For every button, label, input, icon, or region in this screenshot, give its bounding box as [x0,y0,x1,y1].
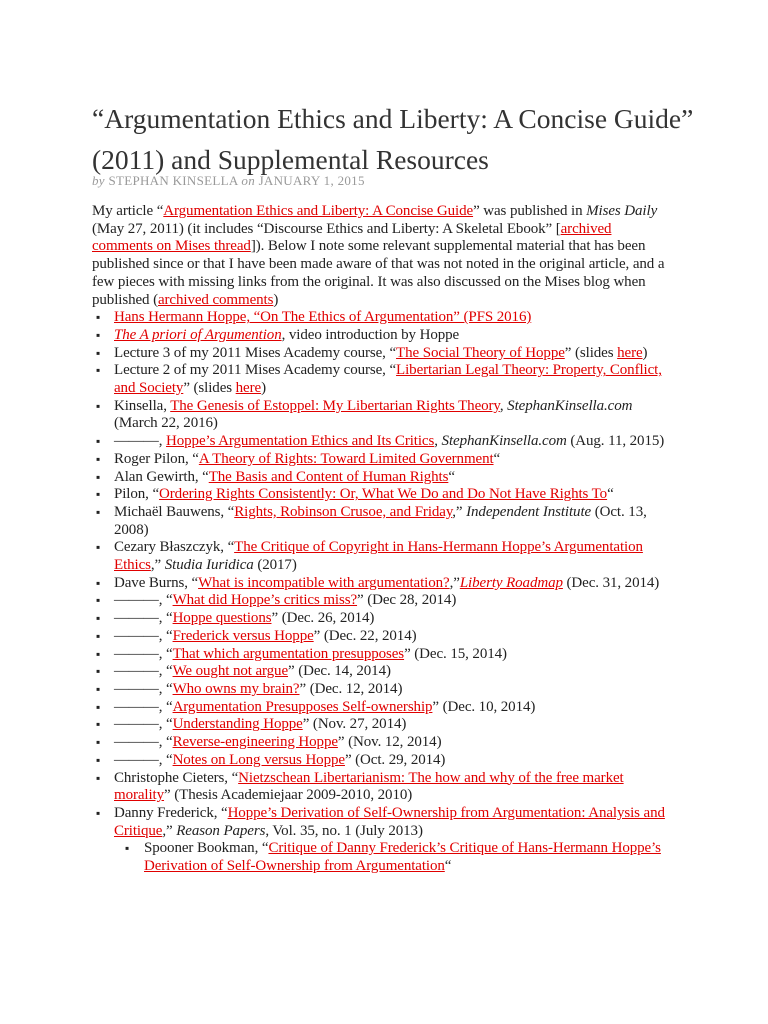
item-text: ” (Nov. 12, 2014) [337,734,442,751]
list-item [92,504,672,539]
list-item [92,592,672,610]
item-text: Lecture 2 of my 2011 Mises Academy course, “ [114,362,397,379]
list-item [92,486,672,504]
item-text: Dave Burns, “ [114,574,199,591]
item-text: ” (Oct. 29, 2014) [344,751,446,768]
item-link[interactable]: Notes on Long versus Hoppe [172,751,345,768]
list-item [92,398,672,433]
item-link[interactable]: Hoppe questions [172,610,272,627]
list-item [92,805,672,840]
item-text: ———, “ [114,680,173,697]
intro-text: (May 27, 2011) (it includes “Discourse Ethics and Liberty: A Skeletal Ebook” [ [92,220,561,237]
item-text: ———, “ [114,751,173,768]
article-body [92,203,672,876]
liberty-roadmap-link[interactable]: Liberty Roadmap [459,574,563,591]
list-item [92,663,672,681]
item-link[interactable]: Hans Hermann Hoppe, “On The Ethics of Argumentation” (PFS 2016) [114,309,532,326]
item-link[interactable]: The Genesis of Estoppel: My Libertarian Rights Theory [170,397,500,414]
item-text: ———, “ [114,610,173,627]
item-text: ” (Dec 28, 2014) [357,592,457,609]
item-text: ———, “ [114,645,173,662]
item-text: ) [642,344,648,361]
item-text: Kinsella, [114,397,171,414]
item-text: ,” [162,822,177,839]
concise-guide-link[interactable]: Argumentation Ethics and Liberty: A Concise Guide [163,203,474,219]
item-text: Danny Frederick, “ [114,804,228,821]
author-link[interactable]: STEPHAN KINSELLA [108,173,238,188]
byline-on: on [241,173,255,188]
list-item [92,451,672,469]
item-link[interactable]: What is incompatible with argumentation? [198,574,450,591]
item-text: Christophe Cieters, “ [114,769,239,786]
slides-link[interactable]: here [617,344,643,361]
item-text: Roger Pilon, “ [114,450,199,467]
item-text: , [499,397,508,414]
item-text: ) [261,380,266,397]
item-text: (2017) [253,557,297,574]
publication-name: Independent Institute [466,503,592,520]
item-text: “ [448,468,455,485]
item-link[interactable]: Critique of Danny Frederick’s Critique of Hans-Hermann Hoppe’s Derivation of Self-Ownership from Argumentation [144,840,661,875]
list-item [92,327,672,345]
item-text: , video introduction by Hoppe [281,326,460,343]
publication-name: Mises Daily [586,203,658,219]
list-item [92,362,672,397]
item-text: , Vol. 35, no. 1 (July 2013) [265,822,423,839]
item-link[interactable]: Rights, Robinson Crusoe, and Friday [234,503,453,520]
list-item [92,469,672,487]
intro-paragraph [92,203,672,309]
item-text: ,” [150,557,165,574]
item-link[interactable]: Ordering Rights Consistently: Or, What We Do and Do Not Have Rights To [159,486,608,503]
item-link[interactable]: The Basis and Content of Human Rights [208,468,449,485]
sub-list-item [92,840,672,875]
item-link[interactable]: A Theory of Rights: Toward Limited Government [198,450,494,467]
item-text: Spooner Bookman, “ [144,840,269,857]
publication-name: StephanKinsella.com [507,397,633,414]
list-item [92,681,672,699]
item-text: “ [493,450,501,467]
item-link[interactable]: The A priori of Argumention [114,326,282,343]
list-item [92,539,672,574]
item-text: ———, “ [114,627,173,644]
list-item [92,646,672,664]
list-item [92,433,672,451]
intro-text: ) [273,291,279,308]
item-text: ———, “ [114,734,173,751]
archived-comments-link[interactable]: archived comments [157,291,274,308]
item-text: ———, “ [114,663,173,680]
item-text: ,” [449,574,460,591]
item-text: ” (slides [183,380,236,397]
item-text: ———, “ [114,716,173,733]
item-text: ” (Nov. 27, 2014) [302,716,407,733]
list-item [92,699,672,717]
item-link[interactable]: Argumentation Presupposes Self-ownership [172,698,433,715]
list-item [92,610,672,628]
item-text: (March 22, 2016) [114,415,218,432]
post-date: JANUARY 1, 2015 [258,173,365,188]
item-text: (Oct. 13, 2008) [114,503,647,538]
item-link[interactable]: We ought not argue [172,663,289,680]
item-link[interactable]: The Critique of Copyright in Hans-Hermann Hoppe’s Argumentation Ethics [114,539,643,574]
item-text: Pilon, “ [114,486,160,503]
item-text: Lecture 3 of my 2011 Mises Academy course, “ [114,344,397,361]
item-text: “ [444,858,452,875]
list-item [92,770,672,805]
page-title: “Argumentation Ethics and Liberty: A Concise Guide” (2011) and Supplemental Resources [92,103,694,175]
item-text: ———, [114,433,167,450]
slides-link[interactable]: here [235,380,262,397]
item-text: ” (Dec. 26, 2014) [271,610,375,627]
list-item [92,309,672,327]
list-item [92,575,672,593]
item-link[interactable]: Reverse-engineering Hoppe [172,734,338,751]
item-text: ” (Dec. 10, 2014) [432,698,536,715]
item-link[interactable]: That which argumentation presupposes [172,645,405,662]
byline [92,173,365,189]
item-text: ” (Thesis Academiejaar 2009-2010, 2010) [164,787,413,804]
item-text: ———, “ [114,698,173,715]
intro-text: ” was published in [473,203,587,219]
item-text: ” (slides [564,344,618,361]
item-text: ” (Dec. 22, 2014) [313,627,417,644]
item-text: Cezary Błaszczyk, “ [114,539,235,556]
item-link[interactable]: Hoppe’s Argumentation Ethics and Its Critics [166,433,435,450]
item-text: Michaël Bauwens, “ [114,503,235,520]
publication-name: StephanKinsella.com [441,433,567,450]
item-link[interactable]: Nietzschean Libertarianism: The how and why of the free market morality [114,769,624,804]
list-item [92,628,672,646]
list-item [92,734,672,752]
list-item [92,716,672,734]
item-text: (Dec. 31, 2014) [562,574,660,591]
item-text: (Aug. 11, 2015) [566,433,665,450]
byline-by: by [92,173,105,188]
item-link[interactable]: Who owns my brain? [172,680,300,697]
publication-name: Reason Papers [176,822,266,839]
item-link[interactable]: Hoppe’s Derivation of Self-Ownership from Argumentation: Analysis and Critique [114,804,665,839]
item-text: Alan Gewirth, “ [114,468,209,485]
item-link[interactable]: What did Hoppe’s critics miss? [172,592,358,609]
intro-text: My article “ [92,203,164,219]
item-text: ” (Dec. 14, 2014) [288,663,391,680]
item-link[interactable]: The Social Theory of Hoppe [396,344,565,361]
item-link[interactable]: Understanding Hoppe [172,716,303,733]
resource-list [92,309,672,876]
list-item [92,345,672,363]
list-item [92,752,672,770]
archived-comments-thread-link[interactable]: archived comments on Mises thread [92,220,612,255]
item-text: ,” [452,503,467,520]
item-link[interactable]: Frederick versus Hoppe [172,627,314,644]
item-text: “ [607,486,614,503]
item-text: ” (Dec. 12, 2014) [299,680,403,697]
item-text: ” (Dec. 15, 2014) [404,645,507,662]
publication-name: Studia Iuridica [164,557,254,574]
item-text: , [434,433,442,450]
item-text: ———, “ [114,592,173,609]
item-link[interactable]: Libertarian Legal Theory: Property, Conflict, and Society [114,362,662,397]
intro-text: ]). Below I note some relevant supplemental material that has been published since or that I have been made aware of that was not noted in the original article, and a few pieces with missing links from the original. It was also discussed on the Mises blog when published ( [92,238,665,308]
